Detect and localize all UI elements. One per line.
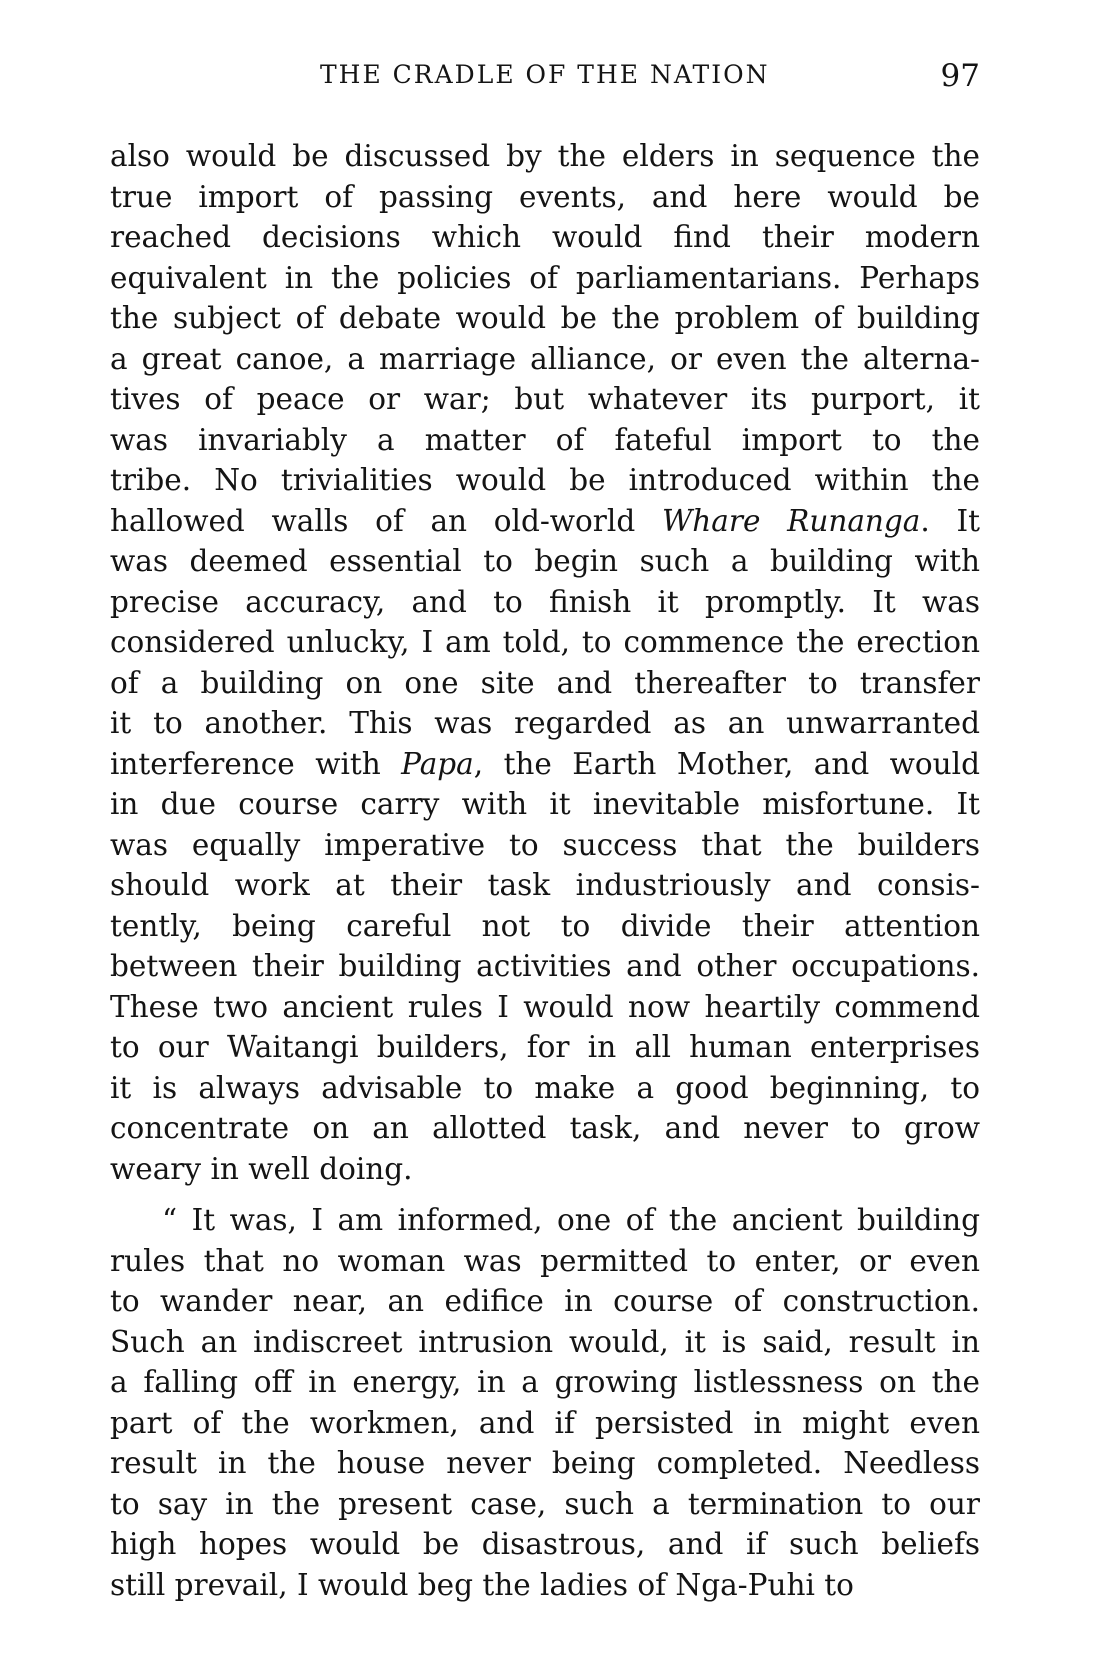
italic-term: Whare Runanga [661,503,921,538]
text-line: concentrate on an allotted task, and never to grow [110,1111,980,1145]
running-title: THE CRADLE OF THE NATION [320,60,770,89]
text-line: equivalent in the policies of parliamentarians. Perhaps [110,260,980,295]
text-line: it to another. This was regarded as an unwarranted [110,706,980,740]
text-line: true import of passing events, and here would be [110,179,980,214]
text-line: should work at their task industriously and consis- [110,868,980,902]
text-line: reached decisions which would find their modern [110,220,980,254]
text-line: to our Waitangi builders, for in all human enterprises [110,1030,980,1064]
text-line: high hopes would be disastrous, and if such beliefs [110,1527,980,1561]
text-line: a falling off in energy, in a growing listlessness on the [110,1365,980,1399]
text-line: tives of peace or war; but whatever its purport, it [110,382,980,416]
text-line: These two ancient rules I would now heartily commend [110,989,980,1024]
text-line: hallowed walls of an old-world Whare Runanga. It [110,503,980,538]
text-line: also would be discussed by the elders in sequence the [110,139,980,173]
text-line: was deemed essential to begin such a building with [110,544,980,578]
text-line: interference with Papa, the Earth Mother, and would [110,746,980,781]
body-text [110,136,980,1605]
text-line: considered unlucky, I am told, to commence the erection [110,625,980,659]
page-number: 97 [940,58,980,94]
text-line: was invariably a matter of fateful import to the [110,422,980,457]
text-line: it is always advisable to make a good beginning, to [110,1070,980,1105]
text-line: of a building on one site and thereafter to transfer [110,665,980,700]
italic-term: Papa [401,746,474,781]
text-line: tribe. No trivialities would be introduced within the [110,463,980,497]
paragraph [110,136,980,1189]
text-line: result in the house never being completed. Needless [110,1446,980,1480]
text-line: between their building activities and other occupations. [110,949,980,983]
text-line: tently, being careful not to divide their attention [110,908,980,943]
text-line: the subject of debate would be the problem of building [110,301,980,335]
text-line: a great canoe, a marriage alliance, or even the alterna- [110,341,980,376]
paragraph [110,1200,980,1605]
text-line: Such an indiscreet intrusion would, it is said, result in [110,1324,980,1359]
text-line: rules that no woman was permitted to enter, or even [110,1243,980,1278]
text-line: was equally imperative to success that the builders [110,827,980,862]
text-line: still prevail, I would beg the ladies of Nga-Puhi to [110,1567,854,1602]
text-line: to wander near, an edifice in course of construction. [110,1284,980,1318]
text-line: precise accuracy, and to finish it promptly. It was [110,584,980,619]
text-line: in due course carry with it inevitable misfortune. It [110,787,980,821]
text-line: weary in well doing. [110,1151,413,1186]
text-line: part of the workmen, and if persisted in might even [110,1405,980,1440]
paragraph-gap [110,1189,980,1200]
running-head [110,58,980,98]
text-line: “ It was, I am informed, one of the ancient building [162,1203,980,1237]
text-line: to say in the present case, such a termination to our [110,1486,980,1521]
